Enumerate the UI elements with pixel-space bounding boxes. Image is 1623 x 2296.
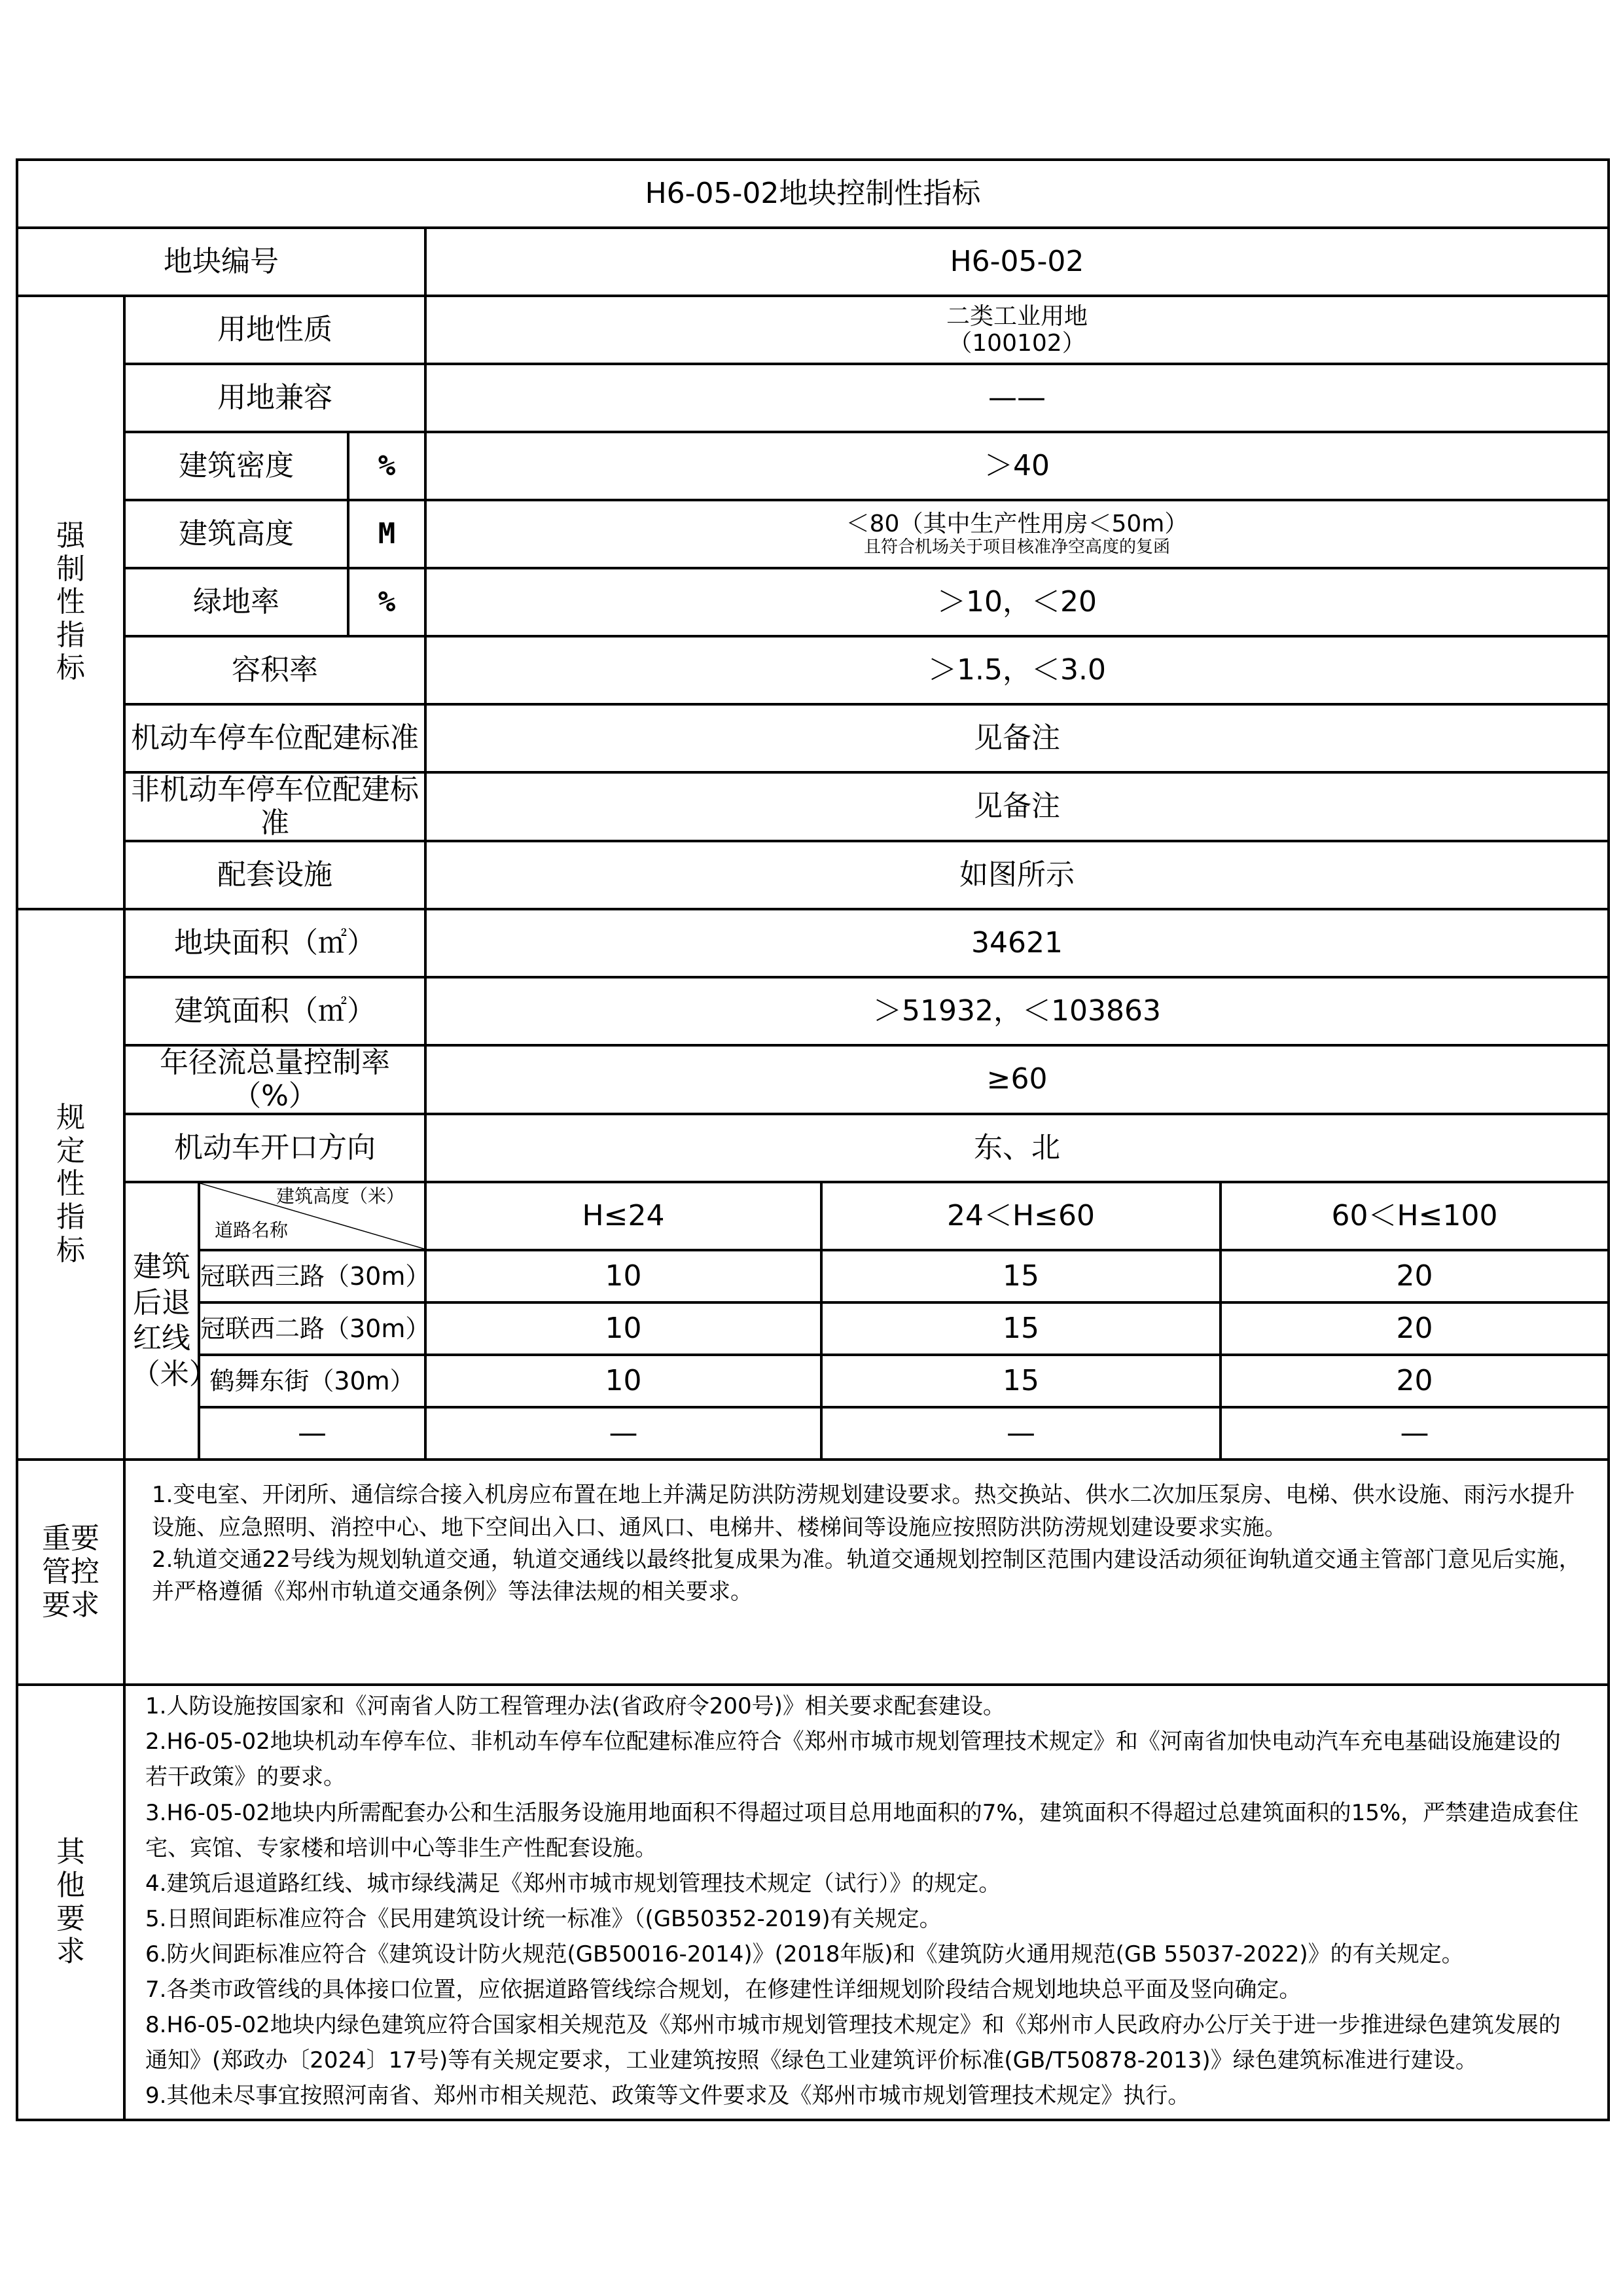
header-road-label: 道路名称 [215,1219,289,1242]
parcel-no-value: H6-05-02 [425,228,1609,296]
runoff-label: 年径流总量控制率（%） [124,1045,425,1114]
far-label: 容积率 [124,636,425,704]
important-label: 重要管控要求 [17,1460,124,1685]
floor-area-value: ＞51932，＜103863 [425,977,1609,1045]
height-value [425,500,1609,568]
compat-value: —— [425,364,1609,432]
other-item: 8.H6-05-02地块内绿色建筑应符合国家相关规范及《郑州市城市规划管理技术规定》和《郑州市人民政府办公厅关于进一步推进绿色建筑发展的通知》(郑政办〔2024〕17号)等有关规定要求，工业建筑按照《绿色工业建筑评价标准(GB/T50878-2013)》绿色建筑标准进行建设。 [145,2011,1561,2073]
setback-cell: 15 [821,1302,1221,1355]
parcel-no-label: 地块编号 [17,228,425,296]
setback-road-name: 冠联西二路（30m） [199,1302,425,1355]
area-value: 34621 [425,909,1609,977]
setback-cell: 20 [1221,1355,1609,1407]
motor-parking-value: 见备注 [425,704,1609,772]
green-label: 绿地率 [124,568,348,636]
nonmotor-parking-value: 见备注 [425,772,1609,841]
land-use-label: 用地性质 [124,296,425,364]
setback-road-name: 鹤舞东街（30m） [199,1355,425,1407]
facilities-value: 如图所示 [425,841,1609,909]
important-item: 2.轨道交通22号线为规划轨道交通，轨道交通线以最终批复成果为准。轨道交通规划控制区范围内建设活动须征询轨道交通主管部门意见后实施，并严格遵循《郑州市轨道交通条例》等法律法规的相关要求。 [152,1546,1581,1605]
control-index-table [16,158,1610,2121]
setback-cell: 10 [425,1250,821,1302]
important-item: 1.变电室、开闭所、通信综合接入机房应布置在地上并满足防洪防涝规划建设要求。热交换站、供水二次加压泵房、电梯、供水设施、雨污水提升设施、应急照明、消控中心、地下空间出入口、通风口、电梯井、楼梯间等设施应按照防洪防涝规划建设要求实施。 [152,1482,1575,1541]
setback-cell: 20 [1221,1250,1609,1302]
setback-cell: — [425,1407,821,1460]
setback-cell: 15 [821,1250,1221,1302]
density-unit: % [348,432,425,500]
setback-road-name: — [199,1407,425,1460]
other-item: 4.建筑后退道路红线、城市绿线满足《郑州市城市规划管理技术规定（试行）》的规定。 [145,1870,1001,1897]
page-title: H6-05-02地块控制性指标 [17,160,1609,228]
entrance-label: 机动车开口方向 [124,1114,425,1182]
green-value: ＞10，＜20 [425,568,1609,636]
important-requirements [124,1460,1609,1685]
setback-cell: 15 [821,1355,1221,1407]
land-use-value [425,296,1609,364]
other-item: 6.防火间距标准应符合《建筑设计防火规范(GB50016-2014)》(2018年版)和《建筑防火通用规范(GB 55037-2022)》的有关规定。 [145,1941,1464,1967]
land-use-value-line1: 二类工业用地 [946,302,1088,330]
regulatory-group-label: 规定性指标 [17,909,124,1460]
motor-parking-label: 机动车停车位配建标准 [124,704,425,772]
setback-cell: — [1221,1407,1609,1460]
height-unit: M [348,500,425,568]
setback-cell: — [821,1407,1221,1460]
other-item: 9.其他未尽事宜按照河南省、郑州市相关规范、政策等文件要求及《郑州市城市规划管理技术规定》执行。 [145,2082,1190,2109]
runoff-value: ≥60 [425,1045,1609,1114]
other-requirements [124,1685,1609,2120]
density-label: 建筑密度 [124,432,348,500]
density-value: ＞40 [425,432,1609,500]
setback-road-name: 冠联西三路（30m） [199,1250,425,1302]
other-item: 5.日照间距标准应符合《民用建筑设计统一标准》（(GB50352-2019)有关规定。 [145,1905,942,1932]
setback-label: 建筑后退红线（米） [124,1182,199,1460]
far-value: ＞1.5，＜3.0 [425,636,1609,704]
setback-col-header: 24＜H≤60 [821,1182,1221,1250]
other-item: 7.各类市政管线的具体接口位置，应依据道路管线综合规划，在修建性详细规划阶段结合规划地块总平面及竖向确定。 [145,1976,1302,2003]
header-height-label: 建筑高度（米） [276,1185,404,1208]
setback-cell: 10 [425,1302,821,1355]
setback-col-header: 60＜H≤100 [1221,1182,1609,1250]
setback-diagonal-header [199,1182,425,1250]
other-label: 其他要求 [17,1685,124,2120]
height-value-line2: 且符合机场关于项目核准净空高度的复函 [864,537,1171,557]
compat-label: 用地兼容 [124,364,425,432]
height-value-line1: ＜80（其中生产性用房＜50m） [846,511,1188,538]
other-item: 1.人防设施按国家和《河南省人防工程管理办法(省政府令200号)》相关要求配套建设。 [145,1693,1005,1720]
mandatory-group-label: 强制性指标 [17,296,124,909]
other-item: 3.H6-05-02地块内所需配套办公和生活服务设施用地面积不得超过项目总用地面积的7%，建筑面积不得超过总建筑面积的15%，严禁建造成套住宅、宾馆、专家楼和培训中心等非生产性配套设施。 [145,1799,1579,1861]
nonmotor-parking-label: 非机动车停车位配建标准 [124,772,425,841]
entrance-value: 东、北 [425,1114,1609,1182]
green-unit: % [348,568,425,636]
setback-cell: 10 [425,1355,821,1407]
height-label: 建筑高度 [124,500,348,568]
land-use-value-line2: （100102） [948,330,1086,357]
area-label: 地块面积（㎡） [124,909,425,977]
setback-cell: 20 [1221,1302,1609,1355]
facilities-label: 配套设施 [124,841,425,909]
setback-col-header: H≤24 [425,1182,821,1250]
floor-area-label: 建筑面积（㎡） [124,977,425,1045]
other-item: 2.H6-05-02地块机动车停车位、非机动车停车位配建标准应符合《郑州市城市规划管理技术规定》和《河南省加快电动汽车充电基础设施建设的若干政策》的要求。 [145,1729,1561,1791]
